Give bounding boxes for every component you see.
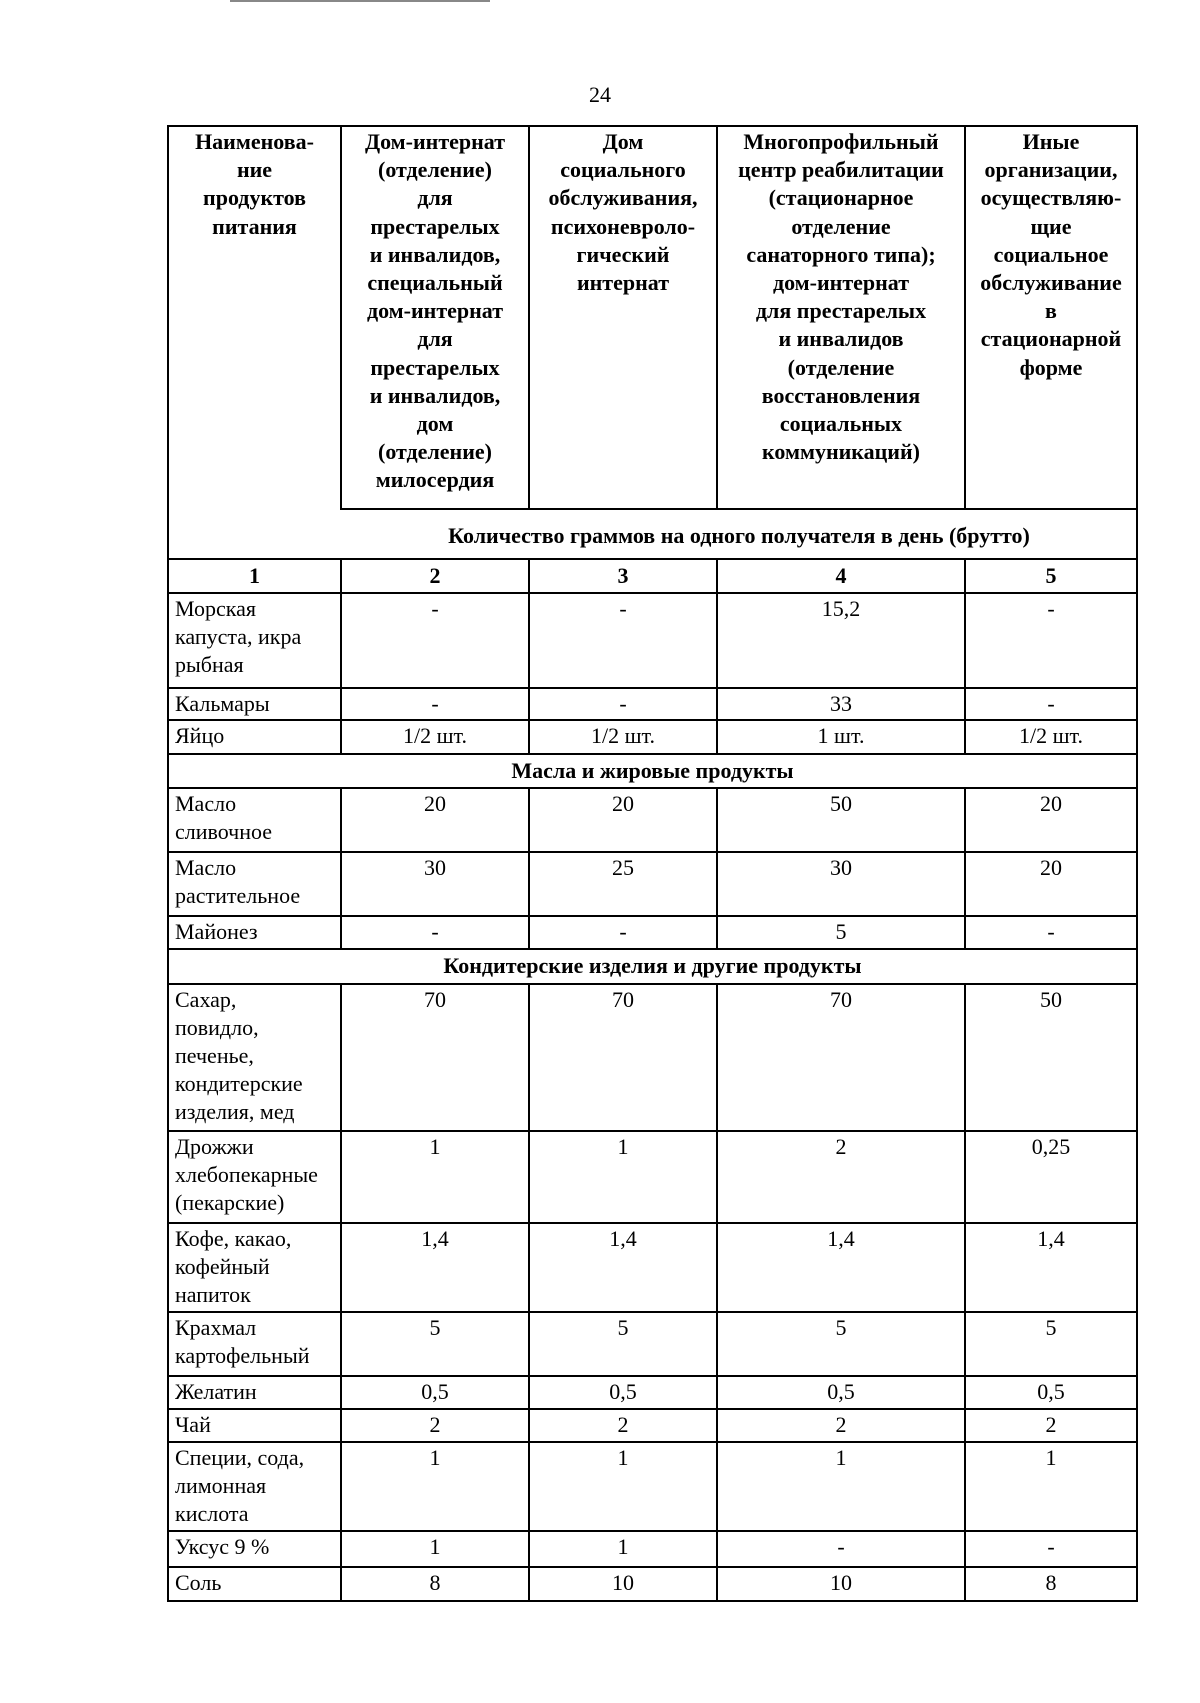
product-name	[169, 985, 340, 1130]
section-title: Масла и жировые продукты	[511, 758, 794, 783]
column-header-2-line: и инвалидов,	[369, 241, 501, 267]
column-number-3: 3	[617, 563, 629, 588]
column-header-5-line: социальное	[993, 241, 1109, 267]
scan-mark	[230, 0, 490, 2]
column-header-5-line: щие	[1030, 213, 1072, 239]
product-name	[169, 789, 340, 851]
product-value: 8	[1045, 1570, 1057, 1595]
product-name-line: Соль	[175, 1570, 222, 1595]
product-value: 10	[830, 1570, 852, 1595]
product-value: 1	[835, 1445, 847, 1470]
product-value: 2	[835, 1134, 847, 1159]
product-name-line: изделия, мед	[175, 1099, 295, 1124]
column-header-4-line: отделение	[791, 213, 891, 239]
product-value: 20	[1040, 855, 1062, 880]
product-value: -	[1047, 596, 1055, 621]
column-header-2-line: для	[417, 326, 453, 352]
column-header-2-line: дом	[416, 411, 454, 437]
column-header-2-line: милосердия	[375, 467, 495, 493]
product-value: -	[619, 596, 627, 621]
column-header-2-line: (отделение)	[378, 157, 492, 183]
product-name-line: Чай	[175, 1412, 211, 1437]
product-name-line: Кофе, какао,	[175, 1226, 292, 1251]
column-header-3-line: психоневроло-	[550, 213, 696, 239]
product-value: 70	[612, 987, 634, 1012]
product-name-line: Кальмары	[175, 691, 270, 716]
product-name	[169, 1443, 340, 1530]
column-header-2-line: и инвалидов,	[369, 382, 501, 408]
column-number-2: 2	[429, 563, 441, 588]
product-value: 1	[617, 1134, 629, 1159]
product-name-line: (пекарские)	[175, 1190, 285, 1215]
column-header-5-line: форме	[1019, 354, 1083, 380]
product-value: 30	[830, 855, 852, 880]
product-value: 2	[1045, 1412, 1057, 1437]
product-name-line: Майонез	[175, 919, 258, 944]
column-number-5: 5	[1045, 563, 1057, 588]
product-name-line: Уксус 9 %	[175, 1534, 270, 1559]
column-header-1-line: продуктов	[203, 185, 306, 211]
product-value: 1	[429, 1134, 441, 1159]
product-value: 1	[429, 1445, 441, 1470]
column-header-3-line: обслуживания,	[548, 185, 698, 211]
product-value: 20	[612, 791, 634, 816]
column-header-2-line: дом-интернат	[366, 298, 504, 324]
product-name	[169, 853, 340, 915]
product-value: 10	[612, 1570, 634, 1595]
product-name	[169, 721, 340, 753]
column-header-1-line: Наименова-	[195, 129, 314, 154]
product-value: -	[619, 919, 627, 944]
column-header-4-line: (отделение	[787, 354, 895, 380]
column-header-3-line: Дом	[602, 129, 644, 154]
product-value: 50	[830, 791, 852, 816]
product-name	[169, 689, 340, 719]
product-name-line: кондитерские	[175, 1071, 303, 1096]
column-header-5-line: обслуживание	[980, 270, 1122, 296]
product-name-line: картофельный	[175, 1343, 310, 1368]
product-name-line: сливочное	[175, 819, 273, 844]
product-name-line: кофейный	[175, 1254, 270, 1279]
column-header-3	[530, 127, 716, 508]
column-header-5	[966, 127, 1136, 508]
product-value: 1,4	[609, 1226, 637, 1251]
product-name	[169, 1224, 340, 1311]
product-name-line: напиток	[175, 1282, 251, 1307]
product-name-line: хлебопекарные	[175, 1162, 318, 1187]
product-value: 0,5	[421, 1379, 449, 1404]
column-header-4-line: восстановления	[761, 382, 921, 408]
section-title: Кондитерские изделия и другие продукты	[443, 953, 862, 978]
product-value: 1,4	[827, 1226, 855, 1251]
column-header-4-line: санаторного типа);	[746, 241, 936, 267]
unit-label: Количество граммов на одного получателя в день (брутто)	[448, 523, 1030, 548]
product-name	[169, 1132, 340, 1222]
product-value: 70	[424, 987, 446, 1012]
column-header-2-line: престарелых	[370, 213, 500, 239]
column-header-3-line: гический	[576, 241, 670, 267]
column-header-4-line: социальных	[779, 411, 903, 437]
table-rule	[167, 1600, 1138, 1602]
product-name-line: растительное	[175, 883, 301, 908]
product-name-line: Специи, сода,	[175, 1445, 305, 1470]
product-name-line: Желатин	[175, 1379, 257, 1404]
column-header-2	[342, 127, 528, 508]
product-value: 2	[835, 1412, 847, 1437]
product-name	[169, 1313, 340, 1375]
product-value: 20	[424, 791, 446, 816]
product-value: 1	[617, 1534, 629, 1559]
product-value: 0,25	[1031, 1134, 1071, 1159]
product-name-line: печенье,	[175, 1043, 254, 1068]
product-value: -	[837, 1534, 845, 1559]
product-name	[169, 1532, 340, 1566]
product-value: 2	[617, 1412, 629, 1437]
table-rule	[1136, 125, 1138, 1602]
product-name-line: кислота	[175, 1501, 249, 1526]
product-name	[169, 1568, 340, 1600]
column-header-4-line: дом-интернат	[772, 270, 910, 296]
product-name-line: повидло,	[175, 1015, 259, 1040]
product-name-line: Крахмал	[175, 1315, 257, 1340]
product-value: -	[431, 596, 439, 621]
column-header-4-line: и инвалидов	[778, 326, 904, 352]
product-value: 1/2 шт.	[1018, 723, 1083, 748]
product-value: 15,2	[821, 596, 861, 621]
product-value: -	[1047, 691, 1055, 716]
product-name-line: Сахар,	[175, 987, 237, 1012]
product-name-line: лимонная	[175, 1473, 267, 1498]
column-header-4	[718, 127, 964, 508]
column-header-5-line: в	[1045, 298, 1057, 324]
product-value: 25	[612, 855, 634, 880]
product-name-line: Морская	[175, 596, 257, 621]
column-header-5-line: стационарной	[980, 326, 1122, 352]
product-name	[169, 917, 340, 948]
product-name	[169, 594, 340, 687]
column-header-1	[169, 127, 340, 508]
product-value: 0,5	[1037, 1379, 1065, 1404]
product-value: 2	[429, 1412, 441, 1437]
product-value: 1	[617, 1445, 629, 1470]
product-value: 1/2 шт.	[590, 723, 655, 748]
column-header-1-line: ние	[236, 157, 273, 183]
product-value: 33	[830, 691, 852, 716]
column-header-4-line: для престарелых	[755, 298, 927, 324]
product-value: 70	[830, 987, 852, 1012]
column-header-5-line: Иные	[1022, 129, 1080, 154]
product-value: 30	[424, 855, 446, 880]
column-header-4-line: центр реабилитации	[738, 157, 944, 183]
product-name	[169, 1377, 340, 1408]
product-name-line: Масло	[175, 791, 237, 816]
column-header-3-line: интернат	[576, 270, 670, 296]
product-name-line: Яйцо	[175, 723, 225, 748]
product-value: 5	[429, 1315, 441, 1340]
product-value: 1	[429, 1534, 441, 1559]
product-name-line: капуста, икра	[175, 624, 302, 649]
product-value: 1	[1045, 1445, 1057, 1470]
product-value: 1,4	[1037, 1226, 1065, 1251]
product-value: 5	[1045, 1315, 1057, 1340]
page-number: 24	[589, 82, 611, 107]
product-value: 5	[617, 1315, 629, 1340]
product-value: 5	[835, 1315, 847, 1340]
product-value: -	[431, 919, 439, 944]
product-value: -	[1047, 1534, 1055, 1559]
product-value: 1/2 шт.	[402, 723, 467, 748]
column-header-2-line: для	[417, 185, 453, 211]
column-header-2-line: Дом-интернат	[364, 129, 506, 154]
product-name-line: рыбная	[175, 652, 244, 677]
product-name-line: Дрожжи	[175, 1134, 254, 1159]
product-value: 0,5	[609, 1379, 637, 1404]
product-value: 20	[1040, 791, 1062, 816]
product-name-line: Масло	[175, 855, 237, 880]
column-header-2-line: (отделение)	[378, 439, 492, 465]
column-header-3-line: социального	[560, 157, 686, 183]
column-header-1-line: питания	[212, 213, 297, 239]
column-number-1: 1	[249, 563, 260, 588]
product-value: 0,5	[827, 1379, 855, 1404]
product-value: 50	[1040, 987, 1062, 1012]
product-value: 5	[835, 919, 847, 944]
product-value: 1,4	[421, 1226, 449, 1251]
product-value: 1 шт.	[817, 723, 865, 748]
product-value: -	[619, 691, 627, 716]
column-header-4-line: коммуникаций)	[762, 439, 920, 465]
product-value: -	[431, 691, 439, 716]
product-value: 8	[429, 1570, 441, 1595]
column-header-5-line: осуществляю-	[980, 185, 1122, 211]
product-name	[169, 1410, 340, 1441]
column-header-2-line: престарелых	[370, 354, 500, 380]
product-value: -	[1047, 919, 1055, 944]
column-header-4-line: Многопрофильный	[743, 129, 939, 154]
column-number-4: 4	[835, 563, 847, 588]
column-header-4-line: (стационарное	[768, 185, 914, 211]
column-header-5-line: организации,	[984, 157, 1118, 183]
column-header-2-line: специальный	[367, 270, 503, 296]
